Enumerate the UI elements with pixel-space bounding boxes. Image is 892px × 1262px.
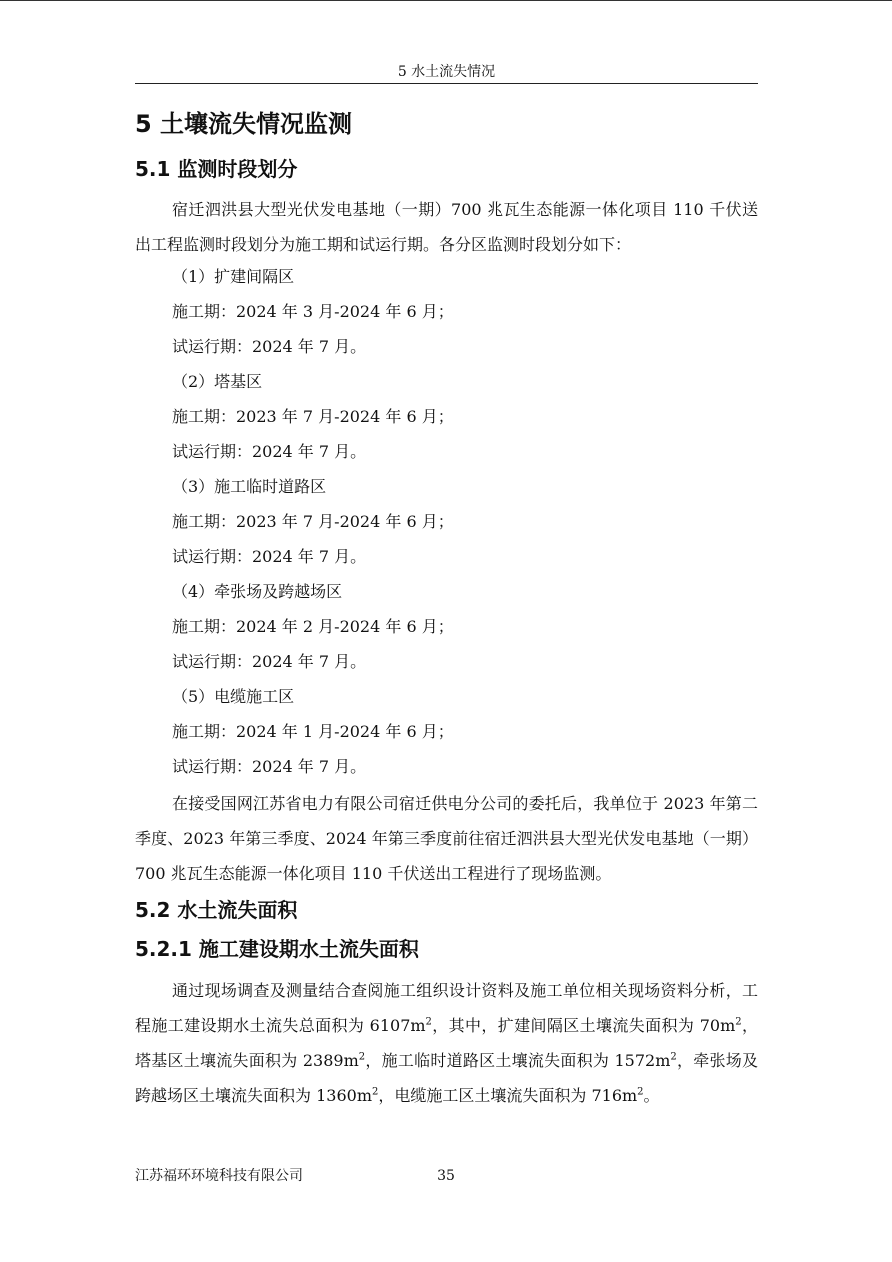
zone-3-construction: 施工期：2023 年 7 月-2024 年 6 月； <box>172 512 454 531</box>
para-text-2: ，其中，扩建间隔区土壤流失面积为 <box>431 1016 700 1035</box>
para-text-4: ，施工临时道路区土壤流失面积为 <box>365 1051 615 1070</box>
para-text-3: ，塔基区土壤流失面积为 <box>135 1016 758 1070</box>
zone-3-trial: 试运行期：2024 年 7 月。 <box>172 547 367 566</box>
temp-road-area-value: 1572m <box>614 1051 671 1070</box>
para-text-5: ，牵张场及跨越场区土壤流失面积为 <box>135 1051 758 1105</box>
chapter-heading: 5 土壤流失情况监测 <box>135 110 353 138</box>
total-area-value: 6107m <box>369 1016 426 1035</box>
expansion-bay-area-value: 70m <box>699 1016 736 1035</box>
section-5-2-1-heading: 5.2.1 施工建设期水土流失面积 <box>135 937 419 961</box>
square-unit: 2 <box>637 1086 644 1098</box>
cable-area-value: 716m <box>591 1086 638 1105</box>
zone-5-trial: 试运行期：2024 年 7 月。 <box>172 757 367 776</box>
section-5-2-heading: 5.2 水土流失面积 <box>135 898 298 922</box>
square-unit: 2 <box>371 1086 379 1098</box>
section-5-1-closing: 在接受国网江苏省电力有限公司宿迁供电分公司的委托后，我单位于 2023 年第二季度、2023 年第三季度、2024 年第三季度前往宿迁泗洪县大型光伏发电基地（一期）700 兆瓦生态能源一体化项目 110 千伏送出工程进行了现场监测。 <box>135 794 758 883</box>
tension-field-area-value: 1360m <box>316 1086 372 1105</box>
zone-2-construction: 施工期：2023 年 7 月-2024 年 6 月； <box>172 407 454 426</box>
square-unit: 2 <box>670 1051 677 1063</box>
para-text-6: ，电缆施工区土壤流失面积为 <box>378 1086 592 1105</box>
section-5-2-1-paragraph <box>135 973 758 1113</box>
zone-1-construction: 施工期：2024 年 3 月-2024 年 6 月； <box>172 302 454 321</box>
para-text-7: 。 <box>643 1086 660 1105</box>
zone-3-name: （3）施工临时道路区 <box>172 477 327 496</box>
section-5-1-heading: 5.1 监测时段划分 <box>135 157 298 181</box>
zone-1-name: （1）扩建间隔区 <box>172 267 295 286</box>
zone-4-trial: 试运行期：2024 年 7 月。 <box>172 652 367 671</box>
zone-5-name: （5）电缆施工区 <box>172 687 295 706</box>
para-text-1: 通过现场调查及测量结合查阅施工组织设计资料及施工单位相关现场资料分析，工程施工建设期水土流失总面积为 <box>135 981 758 1035</box>
page-number: 35 <box>437 1168 455 1184</box>
tower-base-area-value: 2389m <box>302 1051 359 1070</box>
square-unit: 2 <box>425 1016 432 1028</box>
header-rule <box>135 83 758 84</box>
section-5-1-intro: 宿迁泗洪县大型光伏发电基地（一期）700 兆瓦生态能源一体化项目 110 千伏送出工程监测时段划分为施工期和试运行期。各分区监测时段划分如下： <box>135 200 758 254</box>
zone-1-trial: 试运行期：2024 年 7 月。 <box>172 337 367 356</box>
zone-2-name: （2）塔基区 <box>172 372 263 391</box>
footer-company: 江苏福环环境科技有限公司 <box>135 1168 303 1184</box>
zone-4-name: （4）牵张场及跨越场区 <box>172 582 343 601</box>
square-unit: 2 <box>735 1016 742 1028</box>
zone-5-construction: 施工期：2024 年 1 月-2024 年 6 月； <box>172 722 454 741</box>
zone-2-trial: 试运行期：2024 年 7 月。 <box>172 442 367 461</box>
page-top-border <box>0 0 892 1</box>
running-header: 5 水土流失情况 <box>397 64 496 80</box>
zone-4-construction: 施工期：2024 年 2 月-2024 年 6 月； <box>172 617 454 636</box>
square-unit: 2 <box>358 1051 366 1063</box>
